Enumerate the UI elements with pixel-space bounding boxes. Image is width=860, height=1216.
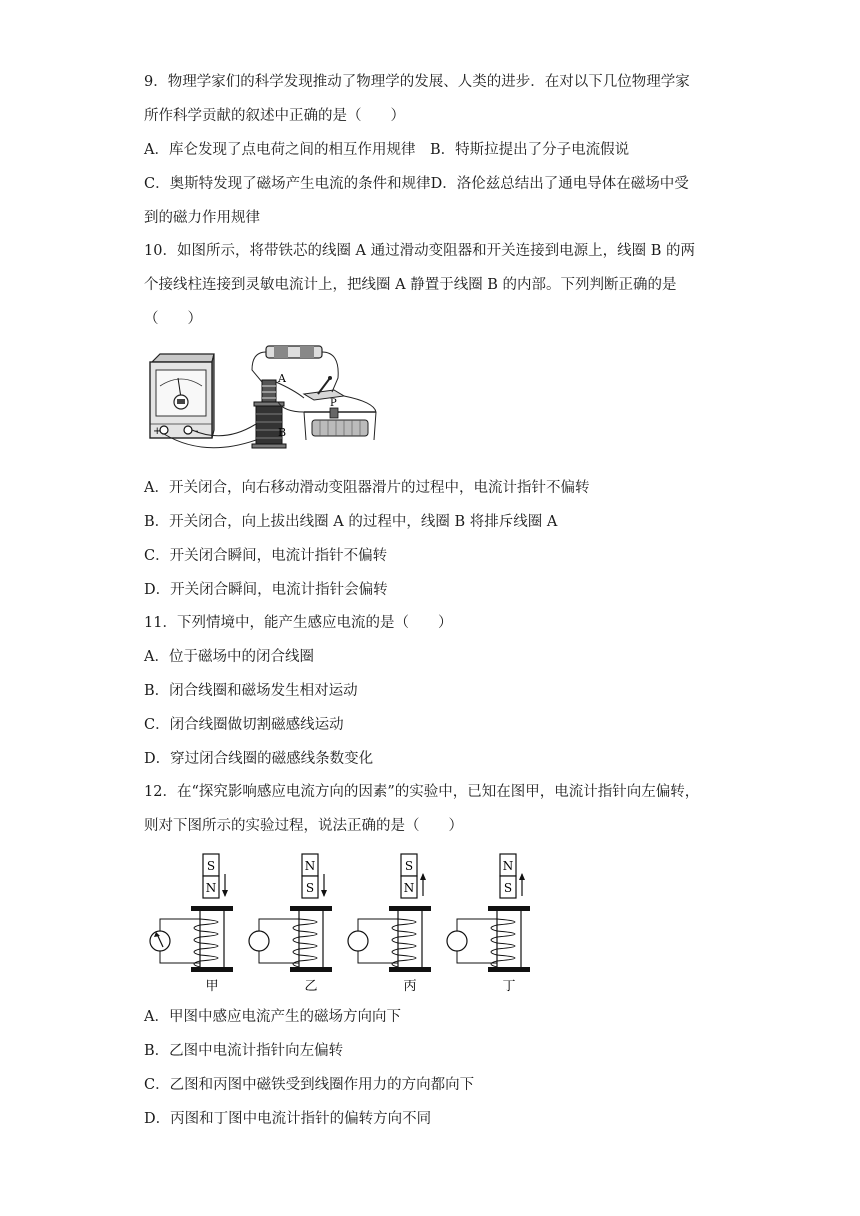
q10-stem-line-3: （ ） [144,311,202,327]
galvanometer [150,354,214,438]
coil-top-plate [191,906,233,911]
magnet-top-pole: N [304,859,316,873]
q12-figure-1 [150,854,233,994]
q10-option-b: B．开关闭合，向上拔出线圈 A 的过程中，线圈 B 将排斥线圈 A [144,514,558,530]
coil-winding [491,919,515,967]
q12-figure-4 [447,854,530,994]
magnet-bottom-pole: N [403,881,415,895]
q10-option-d: D．开关闭合瞬间，电流计指针会偏转 [144,582,388,598]
galvanometer-symbol [447,931,467,951]
coil-bottom-plate [191,967,233,972]
q10-option-a: A．开关闭合，向右移动滑动变阻器滑片的过程中，电流计指针不偏转 [144,480,590,496]
meter-minus-label: - [195,426,199,437]
coil-bottom-plate [389,967,431,972]
coil-winding [392,919,416,967]
q11-option-c: C．闭合线圈做切割磁感线运动 [144,717,344,733]
coil-top-plate [389,906,431,911]
q11-stem: 11．下列情境中，能产生感应电流的是（ ） [144,615,453,631]
battery [266,346,322,358]
q10-apparatus-figure [144,340,384,452]
figure-label: 乙 [304,979,318,994]
q12-stem-line-1: 12．在“探究影响感应电流方向的因素”的实验中，已知在图甲，电流计指针向左偏转， [144,784,700,800]
coil-top-plate [290,906,332,911]
galvanometer-symbol [348,931,368,951]
q11-option-b: B．闭合线圈和磁场发生相对运动 [144,683,358,699]
q11-option-a: A．位于磁场中的闭合线圈 [144,649,314,665]
coil-top-plate [488,906,530,911]
q12-option-c: C．乙图和丙图中磁铁受到线圈作用力的方向都向下 [144,1077,475,1093]
coil-winding [293,919,317,967]
magnet-bottom-pole: N [205,881,217,895]
coil-assembly [252,372,287,448]
meter-plus-label: + [153,426,162,437]
coil-bottom-plate [290,967,332,972]
coil-a-label: A [278,372,286,385]
magnet-bottom-pole: S [305,881,315,895]
q10-option-c: C．开关闭合瞬间，电流计指针不偏转 [144,548,388,564]
q9-stem-line-2: 所作科学贡献的叙述中正确的是（ ） [144,108,405,124]
q12-option-b: B．乙图中电流计指针向左偏转 [144,1043,344,1059]
q12-stem-line-2: 则对下图所示的实验过程，说法正确的是（ ） [144,818,463,834]
coil-winding [194,919,218,967]
q11-option-d: D．穿过闭合线圈的磁感线条数变化 [144,751,374,767]
magnet-bottom-pole: S [503,881,513,895]
magnet-top-pole: S [206,859,216,873]
slider-p-label: P [330,398,337,409]
q12-figure-3 [348,854,431,994]
magnet-top-pole: S [404,859,414,873]
figure-label: 甲 [205,979,219,994]
q12-figure-2 [249,854,332,994]
magnet-top-pole: N [502,859,514,873]
figure-label: 丁 [502,979,516,994]
coil-bottom-plate [488,967,530,972]
figure-label: 丙 [403,979,417,994]
q10-stem-line-2: 个接线柱连接到灵敏电流计上，把线圈 A 静置于线圈 B 的内部。下列判断正确的是 [144,277,677,293]
q12-option-d: D．丙图和丁图中电流计指针的偏转方向不同 [144,1111,432,1127]
rheostat [304,398,376,440]
q10-stem-line-1: 10．如图所示，将带铁芯的线圈 A 通过滑动变阻器和开关连接到电源上，线圈 B 的两 [144,243,696,259]
q9-stem-line-1: 9．物理学家们的科学发现推动了物理学的发展、人类的进步．在对以下几位物理学家 [144,74,690,90]
q9-options-line-3: 到的磁力作用规律 [144,210,260,226]
galvanometer-symbol [249,931,269,951]
switch [304,376,344,400]
coil-b-label: B [278,426,287,439]
q9-options-line-1: A．库仑发现了点电荷之间的相互作用规律 B．特斯拉提出了分子电流假说 [144,142,630,158]
q9-options-line-2: C．奥斯特发现了磁场产生电流的条件和规律D．洛伦兹总结出了通电导体在磁场中受 [144,176,689,192]
q12-experiment-figures [144,850,544,996]
q12-option-a: A．甲图中感应电流产生的磁场方向向下 [144,1009,401,1025]
